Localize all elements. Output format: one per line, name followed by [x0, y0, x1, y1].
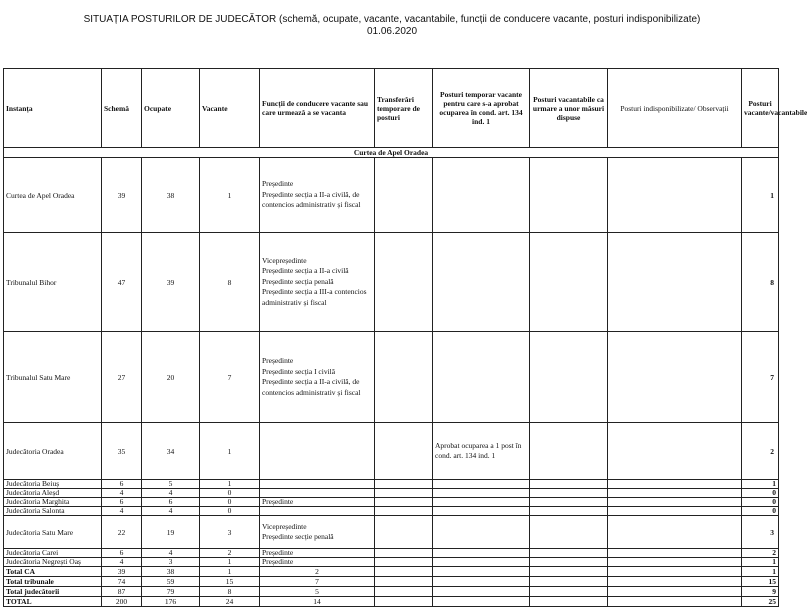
empty-cell: [433, 577, 530, 587]
total-vacant: 7: [742, 332, 779, 423]
vacantable: [530, 516, 608, 549]
observations: [608, 233, 742, 332]
total-occupied: 38: [142, 567, 200, 577]
section-row: [4, 148, 779, 158]
temporary-vacant: [433, 480, 530, 489]
court-name: Tribunalul Bihor: [4, 233, 102, 332]
vacant-count: 2: [200, 549, 260, 558]
vacant-count: 7: [200, 332, 260, 423]
vacantable: [530, 558, 608, 567]
vacant-count: 1: [200, 558, 260, 567]
court-name: Judecătoria Marghita: [4, 498, 102, 507]
grand-total-vacant: 9: [742, 587, 779, 597]
observations: [608, 489, 742, 498]
total-schema: 39: [102, 567, 142, 577]
header-row: [4, 69, 779, 148]
total-vacant: 8: [742, 233, 779, 332]
leadership-functions: [260, 332, 375, 423]
transfers: [375, 423, 433, 480]
total-label: Total judecătorii: [4, 587, 102, 597]
function-line: Președinte: [262, 548, 294, 557]
total-occupied: 59: [142, 577, 200, 587]
leadership-functions: [260, 158, 375, 233]
function-line: Președinte secția I civilă: [262, 366, 336, 376]
observations: [608, 498, 742, 507]
table-row: [4, 516, 779, 549]
empty-cell: [530, 567, 608, 577]
empty-cell: [530, 587, 608, 597]
empty-cell: [433, 587, 530, 597]
temporary-vacant: [433, 158, 530, 233]
vacant-count: 8: [200, 233, 260, 332]
transfers: [375, 498, 433, 507]
vacantable: [530, 549, 608, 558]
total-schema: 74: [102, 577, 142, 587]
court-name: Judecătoria Salonta: [4, 507, 102, 516]
total-label: Total tribunale: [4, 577, 102, 587]
observations: [608, 507, 742, 516]
total-functions: 7: [260, 577, 375, 587]
court-name: Judecătoria Oradea: [4, 423, 102, 480]
total-functions: 5: [260, 587, 375, 597]
leadership-functions: [260, 507, 375, 516]
court-name: Curtea de Apel Oradea: [4, 158, 102, 233]
court-name: Judecătoria Carei: [4, 549, 102, 558]
total-row: [4, 567, 779, 577]
transfers: [375, 158, 433, 233]
vacantable: [530, 423, 608, 480]
temporary-vacant: [433, 516, 530, 549]
total-vacant-count: 24: [200, 597, 260, 607]
empty-cell: [433, 597, 530, 607]
transfers: [375, 507, 433, 516]
total-label: TOTAL: [4, 597, 102, 607]
header-temporar: Posturi temporar vacante pentru care s-a aprobat ocuparea în cond. art. 134 ind. 1: [433, 69, 530, 148]
total-vacant-count: 1: [200, 567, 260, 577]
schema-count: 6: [102, 480, 142, 489]
total-vacant: 0: [742, 507, 779, 516]
table-row: [4, 158, 779, 233]
header-transferari: Transferări temporare de posturi: [375, 69, 433, 148]
function-line: Președinte: [262, 179, 294, 189]
empty-cell: [608, 587, 742, 597]
leadership-functions: [260, 423, 375, 480]
temporary-vacant: [433, 507, 530, 516]
empty-cell: [608, 577, 742, 587]
vacantable: [530, 158, 608, 233]
total-label: Total CA: [4, 567, 102, 577]
observations: [608, 332, 742, 423]
vacantable: [530, 332, 608, 423]
table-row: [4, 233, 779, 332]
temporary-vacant: [433, 558, 530, 567]
temporary-vacant: [433, 233, 530, 332]
grand-total-vacant: 25: [742, 597, 779, 607]
court-name: Judecătoria Aleșd: [4, 489, 102, 498]
temporary-vacant: [433, 489, 530, 498]
function-line: Președinte: [262, 356, 294, 365]
total-row: [4, 597, 779, 607]
total-vacant: 1: [742, 158, 779, 233]
header-schema: Schemă: [102, 69, 142, 148]
vacantable: [530, 480, 608, 489]
vacantable: [530, 489, 608, 498]
transfers: [375, 516, 433, 549]
function-line: Președinte secția a II-a civilă, de contencios administrativ și fiscal: [262, 377, 361, 397]
empty-cell: [608, 567, 742, 577]
transfers: [375, 332, 433, 423]
occupied-count: 20: [142, 332, 200, 423]
total-functions: 14: [260, 597, 375, 607]
grand-total-vacant: 15: [742, 577, 779, 587]
schema-count: 4: [102, 558, 142, 567]
occupied-count: 6: [142, 498, 200, 507]
function-line: Vicepreședinte: [262, 255, 307, 265]
empty-cell: [608, 597, 742, 607]
court-name: Judecătoria Negrești Oaș: [4, 558, 102, 567]
table-row: [4, 507, 779, 516]
occupied-count: 4: [142, 489, 200, 498]
leadership-functions: [260, 498, 375, 507]
vacant-count: 1: [200, 423, 260, 480]
occupied-count: 34: [142, 423, 200, 480]
occupied-count: 39: [142, 233, 200, 332]
transfers: [375, 489, 433, 498]
temporary-vacant: [433, 549, 530, 558]
occupied-count: 3: [142, 558, 200, 567]
schema-count: 6: [102, 549, 142, 558]
empty-cell: [433, 567, 530, 577]
observations: [608, 516, 742, 549]
occupied-count: 5: [142, 480, 200, 489]
observations: [608, 549, 742, 558]
header-total-vacante: Posturi vacante/vacantabile: [742, 69, 779, 148]
observations: [608, 158, 742, 233]
total-functions: 2: [260, 567, 375, 577]
header-functii: Funcții de conducere vacante sau care urmează a se vacanta: [260, 69, 375, 148]
empty-cell: [375, 597, 433, 607]
total-vacant: 2: [742, 549, 779, 558]
vacant-count: 0: [200, 489, 260, 498]
total-vacant: 1: [742, 480, 779, 489]
total-row: [4, 577, 779, 587]
function-line: Președinte secția a III-a contencios administrativ și fiscal: [262, 287, 367, 307]
header-ocupate: Ocupate: [142, 69, 200, 148]
occupied-count: 4: [142, 549, 200, 558]
total-vacant: 1: [742, 558, 779, 567]
table-row: [4, 558, 779, 567]
total-occupied: 79: [142, 587, 200, 597]
function-line: Președinte: [262, 497, 294, 506]
header-instanta: Instanța: [4, 69, 102, 148]
total-schema: 200: [102, 597, 142, 607]
total-occupied: 176: [142, 597, 200, 607]
table-row: [4, 423, 779, 480]
schema-count: 27: [102, 332, 142, 423]
occupied-count: 38: [142, 158, 200, 233]
leadership-functions: [260, 516, 375, 549]
temporary-vacant: [433, 332, 530, 423]
vacantable: [530, 233, 608, 332]
empty-cell: [530, 597, 608, 607]
section-title: Curtea de Apel Oradea: [4, 148, 779, 158]
vacantable: [530, 498, 608, 507]
court-name: Tribunalul Satu Mare: [4, 332, 102, 423]
function-line: Vicepreședinte: [262, 521, 307, 531]
leadership-functions: [260, 233, 375, 332]
transfers: [375, 558, 433, 567]
schema-count: 22: [102, 516, 142, 549]
schema-count: 4: [102, 507, 142, 516]
leadership-functions: [260, 558, 375, 567]
total-vacant-count: 15: [200, 577, 260, 587]
transfers: [375, 549, 433, 558]
leadership-functions: [260, 480, 375, 489]
function-line: Președinte: [262, 557, 294, 566]
schema-count: 47: [102, 233, 142, 332]
observations: [608, 480, 742, 489]
header-vacantabile: Posturi vacantabile ca urmare a unor măsuri dispuse: [530, 69, 608, 148]
total-row: [4, 587, 779, 597]
total-schema: 87: [102, 587, 142, 597]
function-line: Președinte secție penală: [262, 532, 334, 541]
observations: [608, 423, 742, 480]
schema-count: 39: [102, 158, 142, 233]
temporary-vacant: Aprobat ocuparea a 1 post în cond. art. 134 ind. 1: [433, 423, 530, 480]
grand-total-vacant: 1: [742, 567, 779, 577]
total-vacant-count: 8: [200, 587, 260, 597]
function-line: Președinte secția penală: [262, 276, 334, 286]
document-title: SITUAȚIA POSTURILOR DE JUDECĂTOR (schemă, ocupate, vacante, vacantabile, funcții de conducere vacante, posturi indisponibilizate): [83, 14, 701, 25]
court-name: Judecătoria Beiuș: [4, 480, 102, 489]
vacant-count: 3: [200, 516, 260, 549]
empty-cell: [530, 577, 608, 587]
header-vacante: Vacante: [200, 69, 260, 148]
total-vacant: 3: [742, 516, 779, 549]
header-indisponibilizate: Posturi indisponibilizate/ Observații: [608, 69, 742, 148]
court-name: Judecătoria Satu Mare: [4, 516, 102, 549]
total-vacant: 2: [742, 423, 779, 480]
empty-cell: [375, 587, 433, 597]
transfers: [375, 480, 433, 489]
schema-count: 6: [102, 498, 142, 507]
judges-positions-table: [3, 68, 807, 607]
occupied-count: 19: [142, 516, 200, 549]
function-line: Președinte secția a II-a civilă: [262, 266, 349, 276]
total-vacant: 0: [742, 498, 779, 507]
transfers: [375, 233, 433, 332]
vacant-count: 1: [200, 480, 260, 489]
schema-count: 4: [102, 489, 142, 498]
vacant-count: 0: [200, 507, 260, 516]
document-date: 01.06.2020: [366, 26, 418, 37]
table-row: [4, 332, 779, 423]
function-line: Președinte secția a II-a civilă, de contencios administrativ și fiscal: [262, 189, 361, 210]
schema-count: 35: [102, 423, 142, 480]
occupied-count: 4: [142, 507, 200, 516]
vacant-count: 0: [200, 498, 260, 507]
temporary-vacant: [433, 498, 530, 507]
empty-cell: [375, 577, 433, 587]
vacantable: [530, 507, 608, 516]
total-vacant: 0: [742, 489, 779, 498]
observations: [608, 558, 742, 567]
empty-cell: [375, 567, 433, 577]
vacant-count: 1: [200, 158, 260, 233]
